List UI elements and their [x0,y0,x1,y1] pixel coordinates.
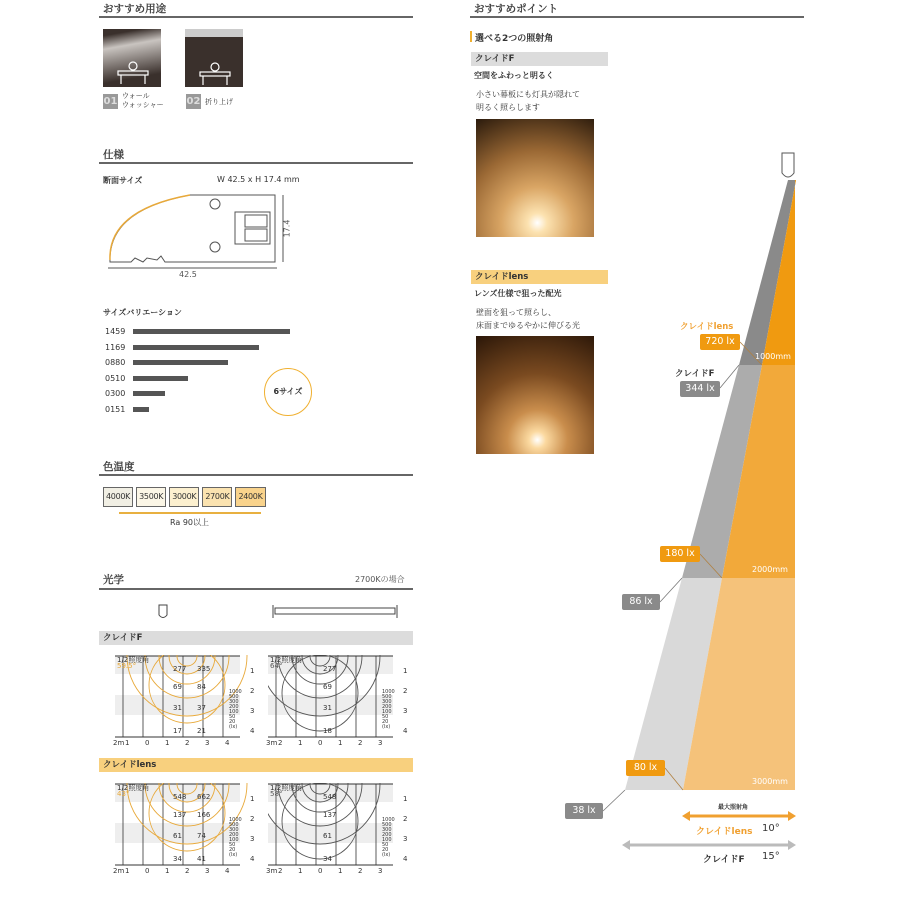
scale-tick: 100 [382,837,392,843]
half-angle: 43° [117,790,130,798]
scale-tick: 1000 [229,689,242,695]
size-label: 1169 [105,342,126,352]
half-angle: 59.5° [117,662,137,670]
color-temp-title: 色温度 [103,461,135,473]
x-tick: 1 [125,867,130,875]
lens-angle: 10° [762,823,780,834]
lux-value: 137 [173,811,187,819]
lux-value: 37 [197,704,206,712]
size-label: 0510 [105,373,126,383]
scale-tick: 1000 [382,689,395,695]
scale-tick: 50 [382,714,389,720]
scale-tick: 300 [382,699,392,705]
scale-tick: 50 [382,842,389,848]
lux-value: 69 [323,683,332,691]
y-tick: 4 [250,855,255,863]
lens-lux-1000: 720 lx [700,334,740,350]
type-headline: 空間をふわっと明るく [474,71,554,80]
x-tick: 0 [318,867,323,875]
x-tick: 1 [165,867,170,875]
type-band-lens: クレイドlens [471,270,608,284]
x-tick: 2 [358,867,363,875]
lux-value: 137 [323,811,337,819]
scale-tick: 100 [382,709,392,715]
color-temp-chip: 3500K [136,487,166,507]
y-tick: 2 [403,687,408,695]
scale-tick: 1000 [229,817,242,823]
cross-section-label: 断面サイズ [103,176,143,185]
lux-value: 21 [197,727,206,735]
scale-tick: 200 [382,832,392,838]
y-tick: 4 [250,727,255,735]
lux-value: 31 [173,704,182,712]
scale-tick: (lx) [229,852,238,858]
lux-value: 662 [197,793,211,801]
usage-num: 02 [186,96,201,107]
usage-label: ウォール ウォッシャー [122,92,164,109]
x-tick: 2 [185,867,190,875]
x-tick: 3m [266,739,278,747]
x-tick: 1 [338,739,343,747]
dimensions: W 42.5 x H 17.4 mm [217,175,300,184]
x-tick: 4 [225,739,230,747]
x-tick: 0 [318,739,323,747]
f-angle: 15° [762,851,780,862]
type-headline: レンズ仕様で狙った配光 [474,289,562,298]
scale-tick: 20 [382,847,389,853]
lux-value: 34 [323,855,332,863]
lux-value: 548 [173,793,187,801]
lux-value: 34 [173,855,182,863]
height-label: 17.4 [282,219,292,238]
scale-tick: (lx) [382,724,391,730]
x-tick: 1 [125,739,130,747]
x-tick: 3 [205,867,210,875]
x-tick: 2 [278,739,283,747]
usage-num: 01 [103,96,118,107]
ra-label: Ra 90以上 [170,518,210,527]
color-temp-chip: 3000K [169,487,199,507]
optics-title: 光学 [103,574,124,586]
scale-tick: 300 [229,699,239,705]
lux-value: 277 [173,665,187,673]
distance-1000: 1000mm [755,352,791,361]
scale-tick: 20 [229,719,236,725]
type-desc: 明るく照らします [476,103,540,112]
color-temp-chip: 4000K [103,487,133,507]
x-tick: 0 [145,867,150,875]
lux-value: 74 [197,832,206,840]
type-desc: 小さい幕板にも灯具が隠れて [476,90,580,99]
scale-tick: (lx) [229,724,238,730]
lux-value: 17 [173,727,182,735]
size-label: 0300 [105,389,126,399]
lux-value: 41 [197,855,206,863]
x-tick: 1 [298,867,303,875]
type-desc: 床面までゆるやかに伸びる光 [476,321,580,330]
x-tick: 3m [266,867,278,875]
scale-tick: 50 [229,714,236,720]
y-tick: 2 [403,815,408,823]
scale-tick: 300 [382,827,392,833]
width-label: 42.5 [179,270,197,279]
group-band-f: クレイドF [99,631,413,645]
y-tick: 4 [403,855,408,863]
size-variation-title: サイズバリエーション [103,308,182,317]
x-tick: 2 [278,867,283,875]
x-tick: 2m [113,867,125,875]
type-desc: 壁面を狙って照らし、 [476,308,556,317]
scale-tick: 500 [229,694,239,700]
chart-title: 1/2照度角 [117,784,150,792]
size-label: 0880 [105,358,126,368]
lux-value: 61 [323,832,332,840]
group-band-lens: クレイドlens [99,758,413,772]
lux-value: 61 [173,832,182,840]
usage-title: おすすめ用途 [103,3,167,15]
x-tick: 3 [378,867,383,875]
x-tick: 3 [378,739,383,747]
lux-value: 548 [323,793,337,801]
scale-tick: 500 [382,822,392,828]
size-count-badge: 6サイズ [264,368,312,416]
y-tick: 1 [250,795,255,803]
f-label: クレイドF [675,369,715,379]
y-tick: 4 [403,727,408,735]
y-tick: 3 [250,835,255,843]
spec-title: 仕様 [103,149,124,161]
scale-tick: 500 [382,694,392,700]
f-lux-1000: 344 lx [680,381,720,397]
x-tick: 4 [225,867,230,875]
x-tick: 1 [338,867,343,875]
lens-lux-2000: 180 lx [660,546,700,562]
type-band-f: クレイドF [471,52,608,66]
half-angle: 64° [270,662,283,670]
scale-tick: 100 [229,837,239,843]
lux-value: 277 [323,665,337,673]
x-tick: 0 [145,739,150,747]
chart-title: 1/2照度角 [270,656,303,664]
lux-value: 31 [323,704,332,712]
lens-label: クレイドlens [680,322,734,332]
lux-value: 84 [197,683,206,691]
y-tick: 3 [403,707,408,715]
f-lux-2000: 86 lx [622,594,660,610]
scale-tick: 50 [229,842,236,848]
lux-value: 166 [197,811,211,819]
y-tick: 2 [250,815,255,823]
scale-tick: 300 [229,827,239,833]
y-tick: 3 [250,707,255,715]
distance-3000: 3000mm [752,777,788,786]
scale-tick: 20 [229,847,236,853]
size-label: 0151 [105,404,126,414]
chart-title: 1/2照度角 [270,784,303,792]
optics-note: 2700Kの場合 [355,575,405,584]
x-tick: 1 [298,739,303,747]
color-temp-chip: 2400K [235,487,265,507]
scale-tick: 500 [229,822,239,828]
scale-tick: 200 [382,704,392,710]
scale-tick: (lx) [382,852,391,858]
x-tick: 3 [205,739,210,747]
f-lux-3000: 38 lx [565,803,603,819]
points-title: おすすめポイント [474,3,559,15]
size-label: 1459 [105,327,126,337]
half-angle: 58° [270,790,283,798]
lux-value: 69 [173,683,182,691]
scale-tick: 100 [229,709,239,715]
scale-tick: 200 [229,832,239,838]
scale-tick: 20 [382,719,389,725]
y-tick: 1 [403,795,408,803]
x-tick: 2 [358,739,363,747]
x-tick: 2 [185,739,190,747]
lens-angle-name: クレイドlens [696,827,753,837]
distance-2000: 2000mm [752,565,788,574]
y-tick: 2 [250,687,255,695]
max-angle-label: 最大照射角 [718,804,749,811]
x-tick: 1 [165,739,170,747]
scale-tick: 1000 [382,817,395,823]
y-tick: 1 [250,667,255,675]
y-tick: 3 [403,835,408,843]
lens-lux-3000: 80 lx [626,760,665,776]
lux-value: 18 [323,727,332,735]
fixture-icon [782,153,794,177]
y-tick: 1 [403,667,408,675]
usage-label: 折り上げ [205,98,233,106]
f-angle-name: クレイドF [703,855,745,865]
x-tick: 2m [113,739,125,747]
chart-title: 1/2照度角 [117,656,150,664]
points-subtitle: 選べる2つの照射角 [475,34,554,44]
color-temp-chip: 2700K [202,487,232,507]
lux-value: 335 [197,665,211,673]
scale-tick: 200 [229,704,239,710]
